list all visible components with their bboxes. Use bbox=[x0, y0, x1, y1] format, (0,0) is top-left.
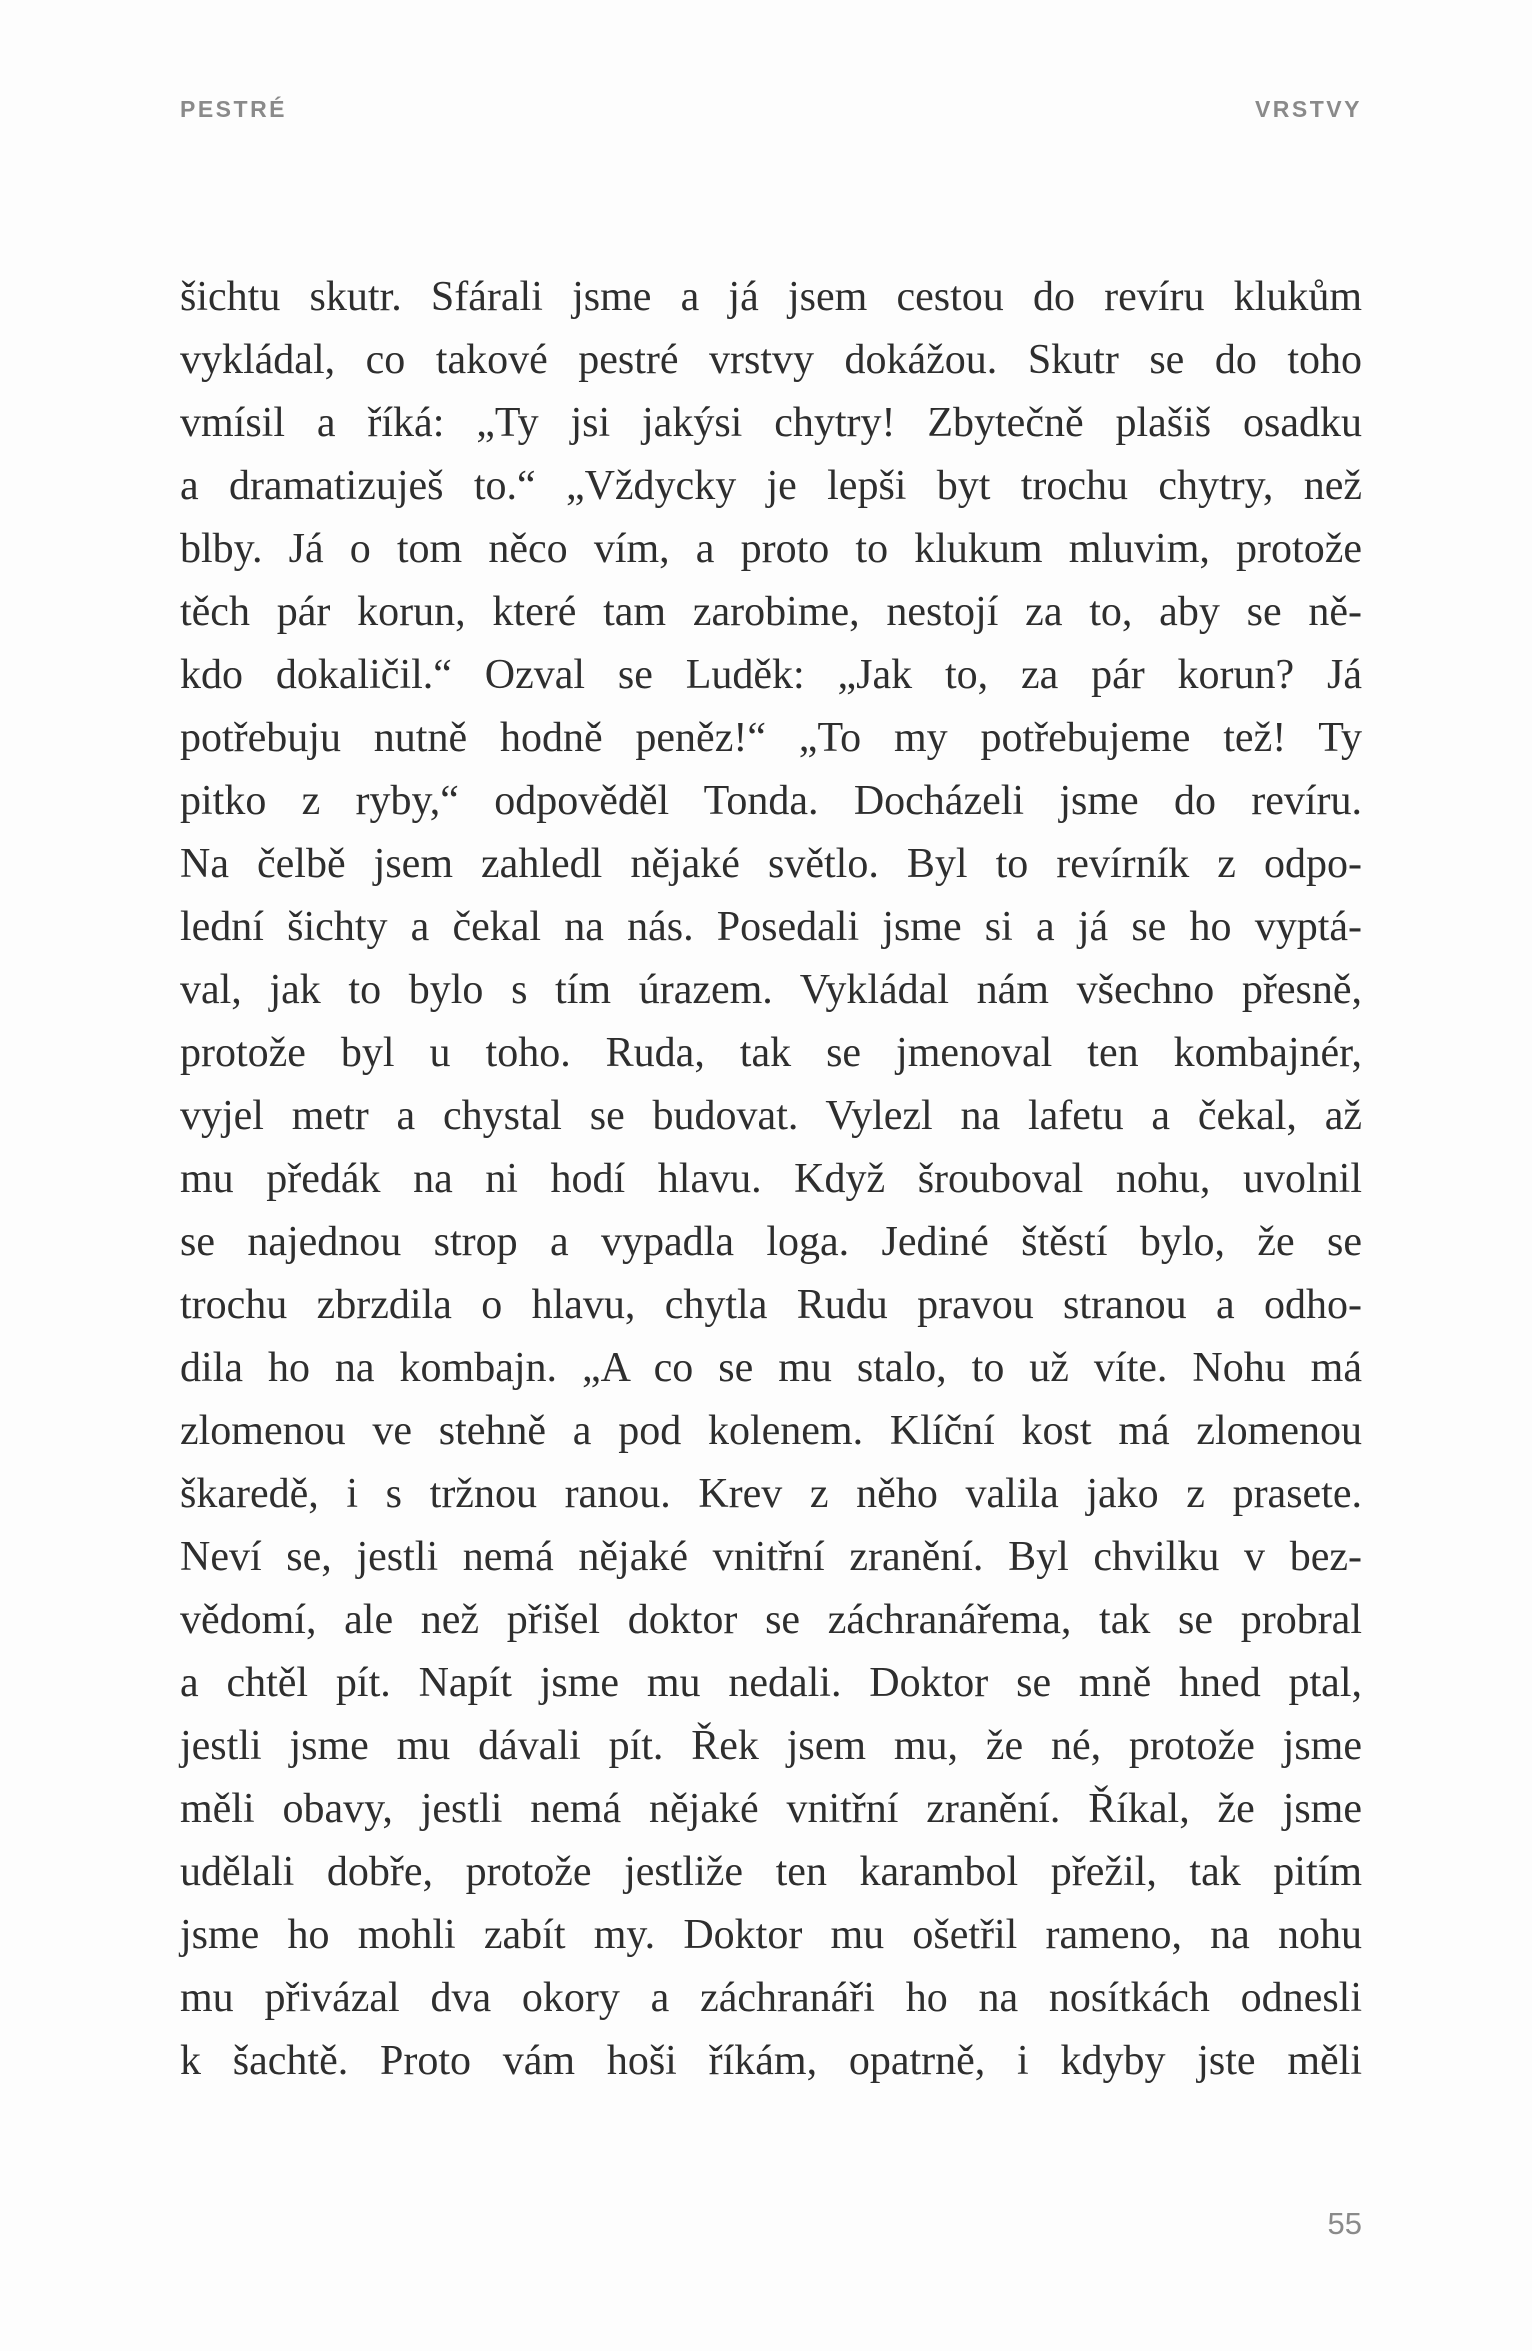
text-line: dila ho na kombajn. „A co se mu stalo, to už víte. Nohu má bbox=[180, 1345, 1362, 1391]
text-line: vykládal, co takové pestré vrstvy dokážou. Skutr se do toho bbox=[180, 337, 1362, 383]
text-line: protože byl u toho. Ruda, tak se jmenoval ten kombajnér, bbox=[180, 1030, 1362, 1076]
text-line: těch pár korun, které tam zarobime, nestojí za to, aby se ně- bbox=[180, 589, 1362, 635]
text-line: lední šichty a čekal na nás. Posedali jsme si a já se ho vyptá- bbox=[180, 904, 1362, 950]
running-header-left: PESTRÉ bbox=[180, 96, 288, 122]
text-line: potřebuju nutně hodně peněz!“ „To my potřebujeme tež! Ty bbox=[180, 715, 1362, 761]
text-line: val, jak to bylo s tím úrazem. Vykládal nám všechno přesně, bbox=[180, 967, 1362, 1013]
text-line: šichtu skutr. Sfárali jsme a já jsem cestou do revíru klukům bbox=[180, 274, 1362, 320]
text-line: měli obavy, jestli nemá nějaké vnitřní zranění. Říkal, že jsme bbox=[180, 1786, 1362, 1832]
text-line: mu předák na ni hodí hlavu. Když šrouboval nohu, uvolnil bbox=[180, 1156, 1362, 1202]
text-line: zlomenou ve stehně a pod kolenem. Klíční kost má zlomenou bbox=[180, 1408, 1362, 1454]
text-line: udělali dobře, protože jestliže ten karambol přežil, tak pitím bbox=[180, 1849, 1362, 1895]
text-line: a dramatizuješ to.“ „Vždycky je lepši byt trochu chytry, než bbox=[180, 463, 1362, 509]
text-line: trochu zbrzdila o hlavu, chytla Rudu pravou stranou a odho- bbox=[180, 1282, 1362, 1328]
text-line: mu přivázal dva okory a záchranáři ho na nosítkách odnesli bbox=[180, 1975, 1362, 2021]
text-line: Na čelbě jsem zahledl nějaké světlo. Byl to revírník z odpo- bbox=[180, 841, 1362, 887]
text-line: vmísil a říká: „Ty jsi jakýsi chytry! Zbytečně plašiš osadku bbox=[180, 400, 1362, 446]
text-line: vyjel metr a chystal se budovat. Vylezl na lafetu a čekal, až bbox=[180, 1093, 1362, 1139]
text-line: a chtěl pít. Napít jsme mu nedali. Doktor se mně hned ptal, bbox=[180, 1660, 1362, 1706]
running-header-right: VRSTVY bbox=[1254, 96, 1362, 122]
running-header bbox=[180, 96, 1362, 123]
text-line: jsme ho mohli zabít my. Doktor mu ošetřil rameno, na nohu bbox=[180, 1912, 1362, 1958]
page-footer bbox=[180, 2206, 1362, 2242]
text-line: blby. Já o tom něco vím, a proto to klukum mluvim, protože bbox=[180, 526, 1362, 572]
text-line: Neví se, jestli nemá nějaké vnitřní zranění. Byl chvilku v bez- bbox=[180, 1534, 1362, 1580]
text-line: jestli jsme mu dávali pít. Řek jsem mu, že né, protože jsme bbox=[180, 1723, 1362, 1769]
text-line: k šachtě. Proto vám hoši říkám, opatrně, i kdyby jste měli bbox=[180, 2038, 1362, 2084]
text-line: se najednou strop a vypadla loga. Jediné štěstí bylo, že se bbox=[180, 1219, 1362, 1265]
page-number: 55 bbox=[1327, 2206, 1362, 2241]
text-line: vědomí, ale než přišel doktor se záchranářema, tak se probral bbox=[180, 1597, 1362, 1643]
text-line: kdo dokaličil.“ Ozval se Luděk: „Jak to, za pár korun? Já bbox=[180, 652, 1362, 698]
page-body-text bbox=[180, 266, 1362, 2093]
text-line: pitko z ryby,“ odpověděl Tonda. Docházeli jsme do revíru. bbox=[180, 778, 1362, 824]
text-line: škaredě, i s tržnou ranou. Krev z něho valila jako z prasete. bbox=[180, 1471, 1362, 1517]
